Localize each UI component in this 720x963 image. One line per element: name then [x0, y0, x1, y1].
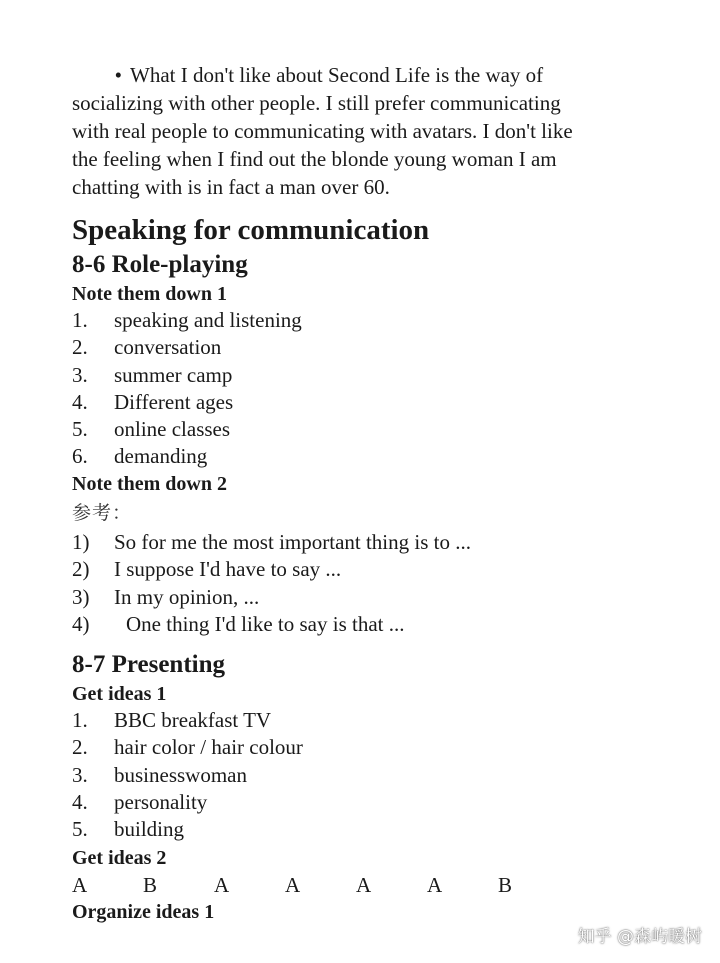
- organize-ideas-1-heading: Organize ideas 1: [72, 901, 215, 923]
- list-item: [72, 734, 303, 761]
- list-item: [72, 529, 471, 556]
- list-item-text: businesswoman: [114, 762, 247, 787]
- note-them-down-1-heading: Note them down 1: [72, 283, 227, 305]
- list-item-text: hair color / hair colour: [114, 735, 303, 760]
- list-item-number: 1.: [72, 308, 88, 332]
- answer-letter: B: [498, 873, 513, 897]
- answer-letter: A: [356, 873, 372, 897]
- list-item-text: demanding: [114, 444, 208, 469]
- list-item-number: 1.: [72, 708, 88, 732]
- list-item: [72, 816, 303, 843]
- paragraph-line: socializing with other people. I still prefer communicating: [72, 91, 561, 115]
- list-item-number: 2.: [72, 335, 88, 360]
- role-playing-heading: 8-6 Role-playing: [72, 251, 248, 278]
- answer-letter: A: [214, 873, 230, 897]
- note-them-down-1-list: [72, 307, 302, 471]
- list-item: [72, 416, 302, 443]
- reference-label: 参考：: [72, 502, 133, 524]
- answer-letter: B: [143, 873, 158, 897]
- get-ideas-2-heading: Get ideas 2: [72, 847, 167, 869]
- list-item-number: 2): [72, 557, 90, 582]
- list-item-number: 3.: [72, 362, 88, 387]
- list-item: [72, 362, 302, 389]
- list-item-text: building: [114, 817, 185, 842]
- answer-letter: A: [72, 873, 88, 897]
- list-item-text: Different ages: [114, 389, 234, 414]
- list-item-text: In my opinion, ...: [114, 584, 260, 609]
- bullet-icon: •: [114, 63, 122, 87]
- list-item-text: So for me the most important thing is to ...: [114, 530, 471, 554]
- list-item-text: personality: [114, 789, 208, 814]
- note-them-down-2-list: [72, 529, 471, 638]
- list-item: [72, 307, 302, 334]
- list-item-number: 4.: [72, 789, 88, 814]
- list-item-text: online classes: [114, 417, 231, 442]
- intro-paragraph: [72, 61, 662, 201]
- answer-letter: A: [285, 873, 301, 897]
- list-item-text: BBC breakfast TV: [114, 708, 272, 732]
- list-item-text: summer camp: [114, 362, 233, 387]
- list-item-text: conversation: [114, 335, 222, 360]
- list-item-text: I suppose I'd have to say ...: [114, 557, 342, 582]
- paragraph-line: the feeling when I find out the blonde young woman I am: [72, 147, 557, 171]
- note-them-down-2-heading: Note them down 2: [72, 473, 227, 495]
- list-item: [72, 707, 303, 734]
- get-ideas-1-heading: Get ideas 1: [72, 683, 167, 705]
- presenting-heading: 8-7 Presenting: [72, 651, 225, 678]
- section-title: Speaking for communication: [72, 214, 430, 246]
- list-item-number: 2.: [72, 735, 88, 760]
- list-item-text: One thing I'd like to say is that ...: [126, 611, 405, 636]
- answer-letter: A: [427, 873, 443, 897]
- list-item-number: 3): [72, 584, 90, 609]
- list-item-number: 4): [72, 611, 90, 636]
- list-item-number: 1): [72, 530, 90, 554]
- paragraph-line: with real people to communicating with avatars. I don't like: [72, 119, 573, 143]
- list-item-number: 3.: [72, 762, 88, 787]
- list-item: [72, 611, 471, 638]
- list-item: [72, 334, 302, 361]
- list-item-number: 5.: [72, 817, 88, 842]
- paragraph-line-text: What I don't like about Second Life is the way of: [130, 63, 544, 87]
- list-item: [72, 789, 303, 816]
- watermark-text: 知乎 @森屿暖树: [577, 927, 702, 947]
- list-item-number: 6.: [72, 444, 88, 469]
- list-item-number: 5.: [72, 417, 88, 442]
- paragraph-line: chatting with is in fact a man over 60.: [72, 175, 390, 199]
- list-item: [72, 556, 471, 583]
- list-item: [72, 584, 471, 611]
- list-item-text: speaking and listening: [114, 308, 302, 332]
- get-ideas-1-list: [72, 707, 303, 843]
- list-item: [72, 389, 302, 416]
- list-item-number: 4.: [72, 389, 88, 414]
- list-item: [72, 762, 303, 789]
- list-item: [72, 443, 302, 470]
- paragraph-line: [70, 61, 662, 89]
